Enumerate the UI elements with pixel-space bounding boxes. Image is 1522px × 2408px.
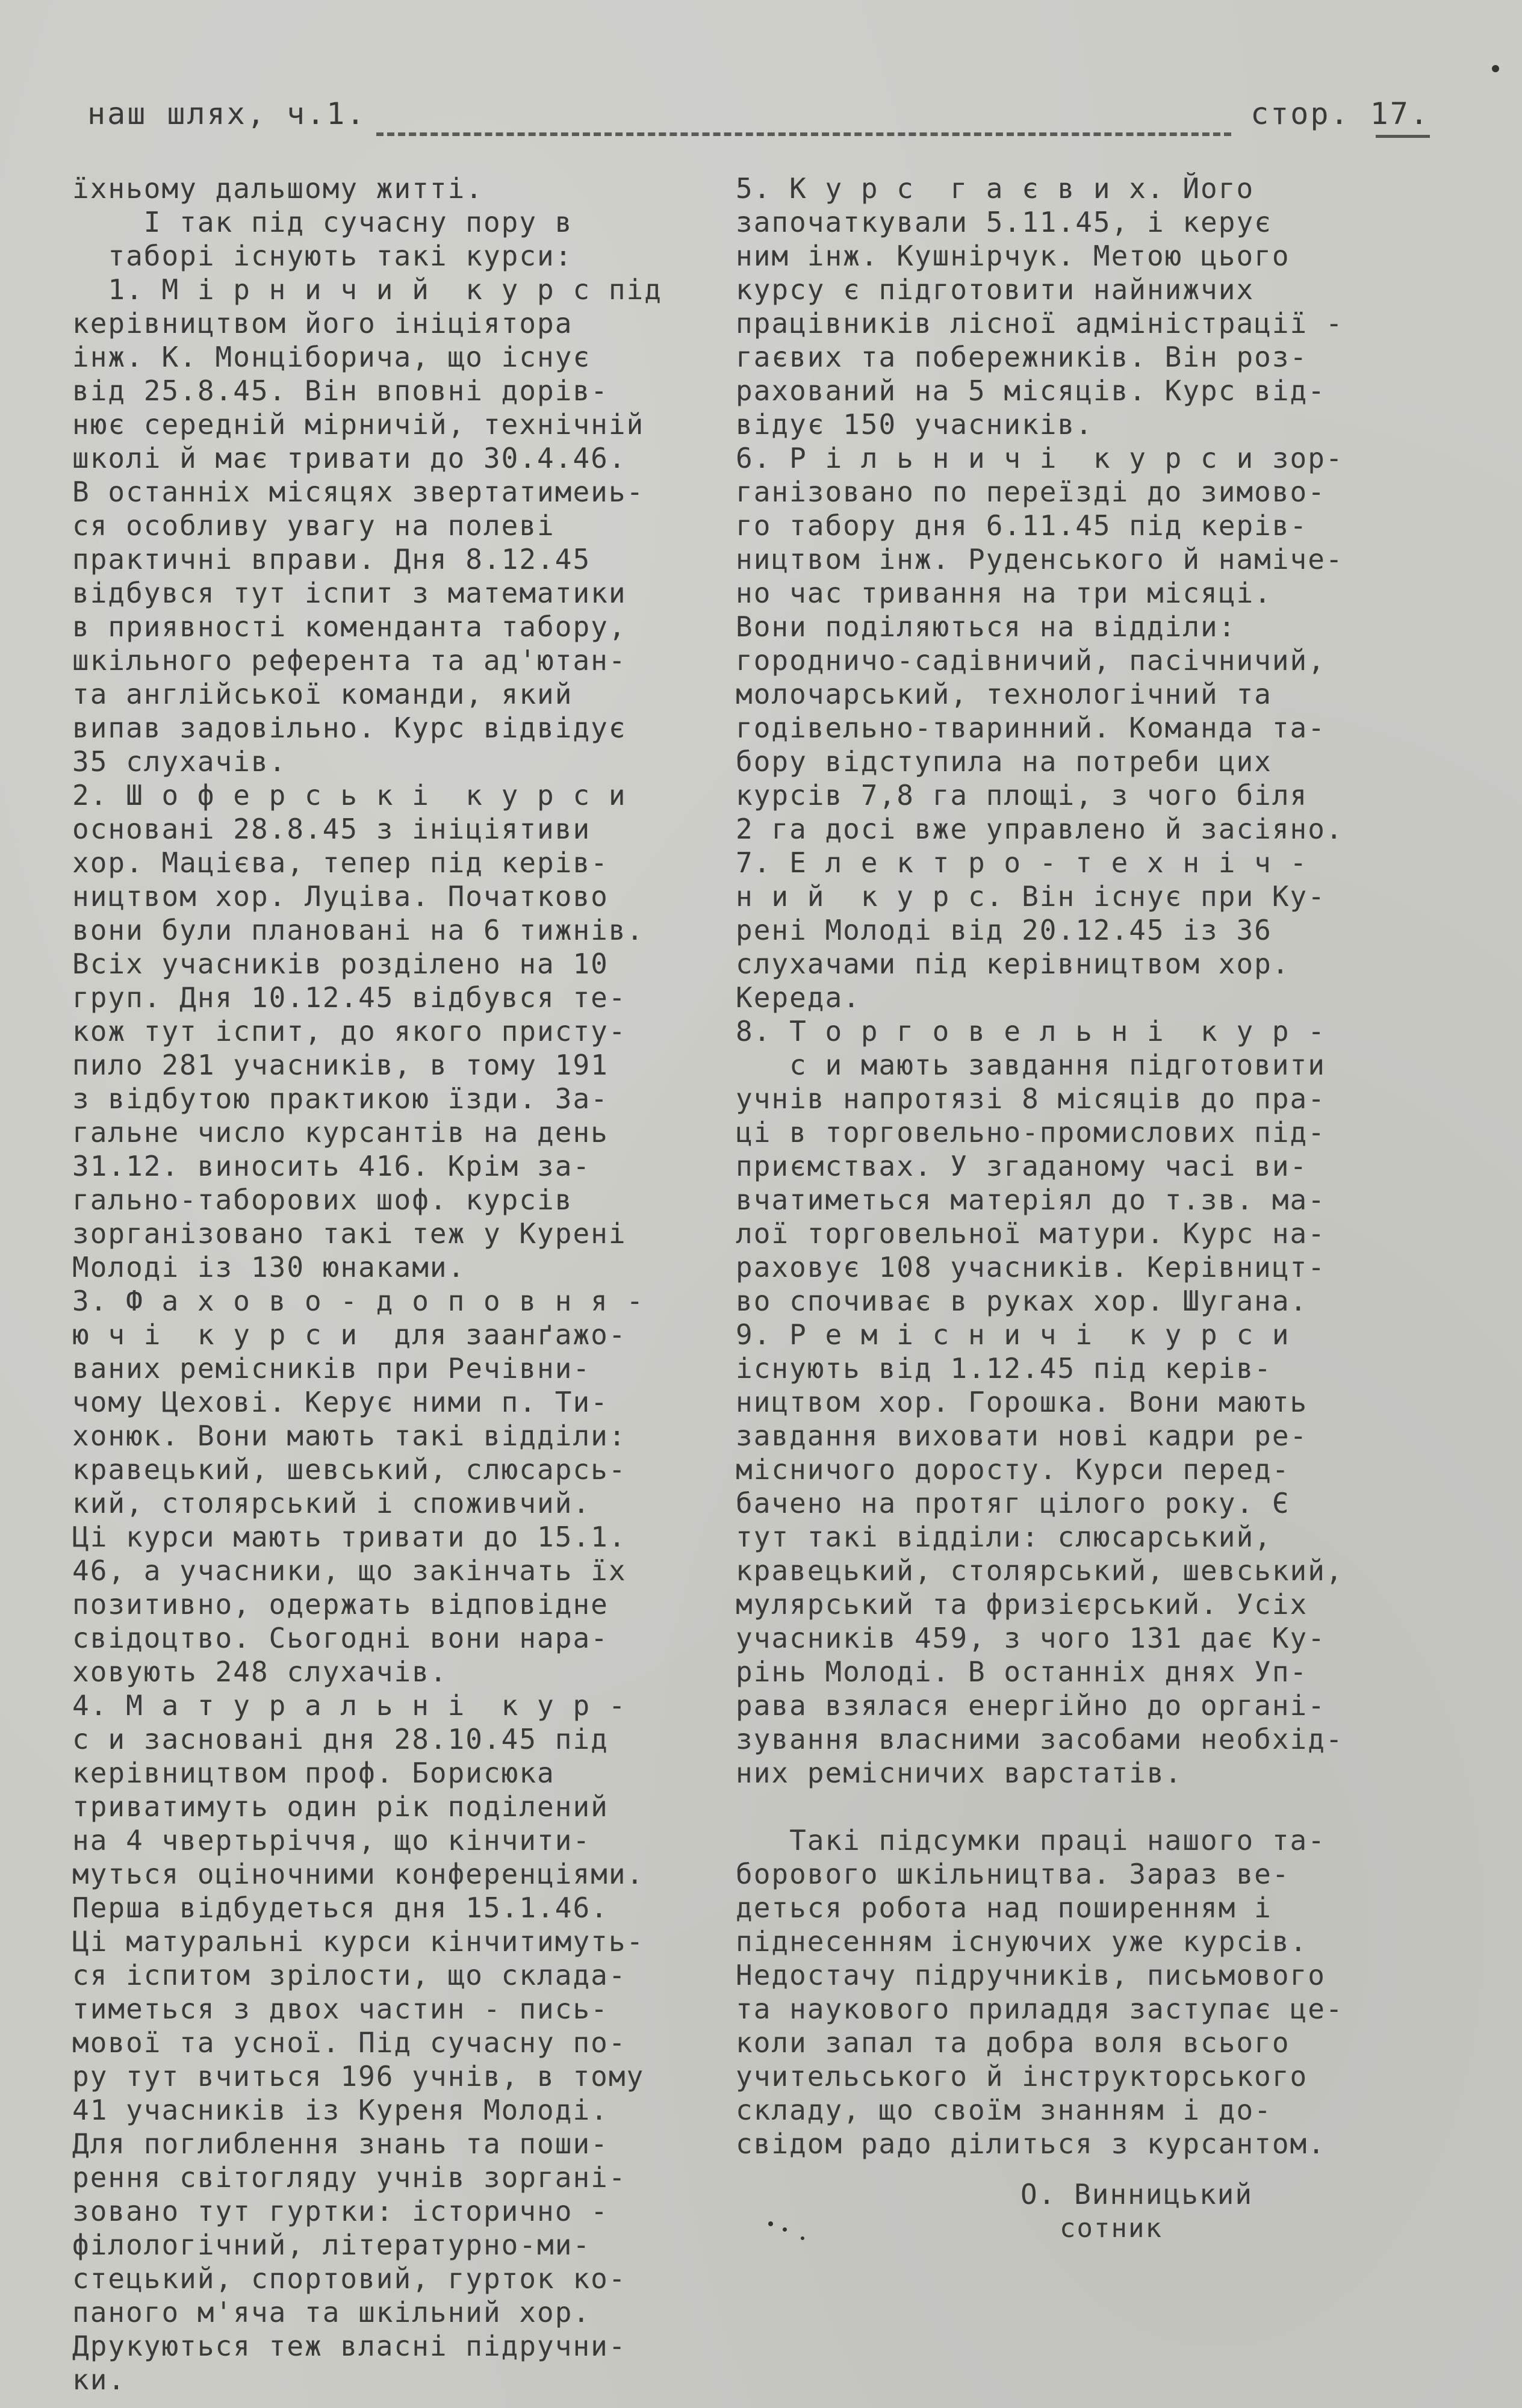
- text-line: ру тут вчиться 196 учнів, в тому: [72, 2060, 645, 2093]
- text-line: Перша відбудеться дня 15.1.46.: [72, 1891, 609, 1924]
- text-line: 41 учасників із Куреня Молоді.: [72, 2094, 609, 2126]
- text-line: 35 слухачів.: [72, 745, 287, 778]
- text-line: керівництвом його ініціятора: [72, 307, 573, 340]
- text-line: 5. К у р с г а є в и х. Його: [736, 172, 1255, 205]
- text-line: відує 150 учасників.: [736, 408, 1093, 441]
- text-line: нює середній мірничій, технічній: [72, 408, 645, 441]
- text-line: філологічний, літературно-ми-: [72, 2229, 591, 2261]
- text-line: рава взялася енергійно до органі-: [736, 1689, 1326, 1722]
- text-line: с и мають завдання підготовити: [736, 1049, 1326, 1081]
- text-line: коли запал та добра воля всього: [736, 2026, 1290, 2059]
- text-line: рення світогляду учнів зоргані-: [72, 2161, 627, 2194]
- text-line: інж. К. Монціборича, що існує: [72, 341, 591, 373]
- text-line: ництвом інж. Руденського й наміче-: [736, 543, 1344, 576]
- text-line: свідоцтво. Сьогодні вони нара-: [72, 1622, 609, 1654]
- text-line: основані 28.8.45 з ініціятиви: [72, 813, 591, 845]
- text-line: шкільного референта та ад'ютан-: [72, 644, 627, 677]
- text-line: на 4 чвертьріччя, що кінчити-: [72, 1824, 591, 1857]
- text-line: 7. Е л е к т р о - т е х н і ч -: [736, 846, 1308, 879]
- text-line: працівників лісної адміністрації -: [736, 307, 1344, 340]
- text-line: гально-таборових шоф. курсів: [72, 1184, 573, 1216]
- text-line: Вони поділяються на відділи:: [736, 610, 1237, 643]
- text-line: триватимуть один рік поділений: [72, 1790, 609, 1823]
- text-line: Недостачу підручників, письмового: [736, 1959, 1326, 1991]
- text-line: свідом радо ділиться з курсантом.: [736, 2127, 1326, 2160]
- text-line: тут такі відділи: слюсарський,: [736, 1521, 1272, 1553]
- text-line: 2 га досі вже управлено й засіяно.: [736, 813, 1344, 845]
- right-column: [736, 172, 1446, 2161]
- text-line: молочарський, технологічний та: [736, 678, 1272, 710]
- text-line: ки.: [72, 2363, 126, 2396]
- text-line: складу, що своїм знанням і до-: [736, 2094, 1272, 2126]
- text-line: го табору дня 6.11.45 під керів-: [736, 509, 1308, 542]
- text-line: хонюк. Вони мають такі відділи:: [72, 1420, 627, 1452]
- text-line: позитивно, одержать відповідне: [72, 1588, 609, 1621]
- text-line: гальне число курсантів на день: [72, 1116, 609, 1149]
- text-line: ю ч і к у р с и для заанґажо-: [72, 1318, 627, 1351]
- text-line: Всіх учасників розділено на 10: [72, 948, 609, 980]
- text-line: вони були плановані на 6 тижнів.: [72, 914, 645, 946]
- text-line: н и й к у р с. Він існує при Ку-: [736, 880, 1326, 913]
- text-line: 6. Р і л ь н и ч і к у р с и зор-: [736, 442, 1344, 474]
- text-line: Кереда.: [736, 981, 861, 1014]
- header-rule-tail: [1376, 135, 1430, 138]
- text-line: слухачами під керівництвом хор.: [736, 948, 1290, 980]
- text-line: кравецький, шевський, слюсарсь-: [72, 1453, 627, 1486]
- text-line: тиметься з двох частин - пись-: [72, 1993, 609, 2025]
- text-line: від 25.8.45. Він вповні дорів-: [72, 374, 609, 407]
- text-line: започаткували 5.11.45, і керує: [736, 206, 1272, 238]
- text-line: рені Молоді від 20.12.45 із 36: [736, 914, 1272, 946]
- text-line: в приявності коменданта табору,: [72, 610, 627, 643]
- text-line: існують від 1.12.45 під керів-: [736, 1352, 1272, 1385]
- text-line: городничо-садівничий, пасічничий,: [736, 644, 1326, 677]
- text-line: їхньому дальшому житті.: [72, 172, 483, 205]
- text-line: мулярський та фризієрський. Усіх: [736, 1588, 1308, 1621]
- text-line: ховують 248 слухачів.: [72, 1656, 448, 1688]
- signature-name: О. Винницький: [1020, 2178, 1253, 2211]
- text-line: ним інж. Кушнірчук. Метою цього: [736, 240, 1290, 272]
- page-number: стор. 17.: [1250, 96, 1430, 131]
- text-line: Для поглиблення знань та поши-: [72, 2127, 609, 2160]
- text-line: рахований на 5 місяців. Курс від-: [736, 374, 1326, 407]
- text-line: ся іспитом зрілости, що склада-: [72, 1959, 627, 1991]
- text-line: бору відступила на потреби цих: [736, 745, 1272, 778]
- text-line: муться оціночними конференціями.: [72, 1858, 645, 1890]
- text-line: ганізовано по переїзді до зимово-: [736, 476, 1326, 508]
- text-line: з відбутою практикою їзди. За-: [72, 1082, 609, 1115]
- ink-speck: [768, 2221, 773, 2226]
- text-line: 3. Ф а х о в о - д о п о в н я -: [72, 1285, 645, 1317]
- text-line: пило 281 учасників, в тому 191: [72, 1049, 609, 1081]
- text-line: годівельно-тваринний. Команда та-: [736, 712, 1326, 744]
- text-line: учасників 459, з чого 131 дає Ку-: [736, 1622, 1326, 1654]
- text-line: зовано тут гуртки: історично -: [72, 2195, 609, 2227]
- text-line: груп. Дня 10.12.45 відбувся те-: [72, 981, 627, 1014]
- text-line: Друкуються теж власні підручни-: [72, 2330, 627, 2362]
- text-line: гаєвих та побережників. Він роз-: [736, 341, 1308, 373]
- text-line: ся особливу увагу на полеві: [72, 509, 555, 542]
- text-line: ці в торговельно-промислових під-: [736, 1116, 1326, 1149]
- text-line: таборі існують такі курси:: [72, 240, 573, 272]
- text-line: стецький, спортовий, гурток ко-: [72, 2262, 627, 2295]
- text-line: кравецький, столярський, шевський,: [736, 1554, 1344, 1587]
- text-line: зорганізовано такі теж у Курені: [72, 1217, 627, 1250]
- text-line: 46, а учасники, що закінчать їх: [72, 1554, 627, 1587]
- text-line: Ці матуральні курси кінчитимуть-: [72, 1925, 645, 1958]
- text-line: піднесенням існуючих уже курсів.: [736, 1925, 1308, 1958]
- text-line: Ці курси мають тривати до 15.1.: [72, 1521, 627, 1553]
- text-line: ваних ремісників при Речівни-: [72, 1352, 591, 1385]
- text-line: та наукового приладдя заступає це-: [736, 1993, 1344, 2025]
- text-line: 31.12. виносить 416. Крім за-: [72, 1150, 591, 1182]
- text-line: керівництвом проф. Борисюка: [72, 1757, 555, 1789]
- text-line: лої торговельної матури. Курс на-: [736, 1217, 1326, 1250]
- page-header: [87, 84, 1430, 138]
- text-line: та англійської команди, який: [72, 678, 573, 710]
- text-line: вчатиметься матеріял до т.зв. ма-: [736, 1184, 1326, 1216]
- text-line: відбувся тут іспит з математики: [72, 577, 627, 609]
- text-line: 9. Р е м і с н и ч і к у р с и: [736, 1318, 1290, 1351]
- text-line: [736, 1790, 1446, 1823]
- header-rule: [376, 132, 1231, 136]
- signature-rank: сотник: [1060, 2213, 1163, 2244]
- text-line: борового шкільництва. Зараз ве-: [736, 1858, 1290, 1890]
- text-line: мової та усної. Під сучасну по-: [72, 2026, 627, 2059]
- text-line: І так під сучасну пору в: [72, 206, 573, 238]
- text-line: випав задовільно. Курс відвідує: [72, 712, 627, 744]
- text-line: 4. М а т у р а л ь н і к у р -: [72, 1689, 627, 1722]
- text-line: учительського й інструкторського: [736, 2060, 1308, 2093]
- text-line: місничого доросту. Курси перед-: [736, 1453, 1290, 1486]
- header-title: наш шлях, ч.1.: [87, 96, 367, 131]
- text-line: с и засновані дня 28.10.45 під: [72, 1723, 609, 1755]
- text-line: В останніх місяцях звертатимеиь-: [72, 476, 645, 508]
- text-line: кож тут іспит, до якого присту-: [72, 1015, 627, 1047]
- text-line: курсу є підготовити найнижчих: [736, 273, 1255, 306]
- text-line: чому Цехові. Керує ними п. Ти-: [72, 1386, 609, 1418]
- text-line: кий, столярський і споживчий.: [72, 1487, 591, 1519]
- text-line: раховує 108 учасників. Керівницт-: [736, 1251, 1326, 1283]
- text-line: Такі підсумки праці нашого та-: [736, 1824, 1326, 1857]
- text-line: завдання виховати нові кадри ре-: [736, 1420, 1308, 1452]
- text-line: хор. Мацієва, тепер під керів-: [72, 846, 609, 879]
- text-line: деться робота над поширенням і: [736, 1891, 1272, 1924]
- text-line: зування власними засобами необхід-: [736, 1723, 1344, 1755]
- text-line: паного м'яча та шкільний хор.: [72, 2296, 591, 2329]
- text-line: во спочиває в руках хор. Шугана.: [736, 1285, 1308, 1317]
- text-line: учнів напротязі 8 місяців до пра-: [736, 1082, 1326, 1115]
- text-line: 1. М і р н и ч и й к у р с під: [72, 273, 662, 306]
- text-line: ництвом хор. Луціва. Початково: [72, 880, 609, 913]
- text-line: курсів 7,8 га площі, з чого біля: [736, 779, 1308, 811]
- text-line: школі й має тривати до 30.4.46.: [72, 442, 627, 474]
- left-column: [72, 172, 722, 2397]
- text-line: ництвом хор. Горошка. Вони мають: [736, 1386, 1308, 1418]
- text-line: 2. Ш о ф е р с ь к і к у р с и: [72, 779, 627, 811]
- text-line: них ремісничих варстатів.: [736, 1757, 1183, 1789]
- text-line: Молоді із 130 юнаками.: [72, 1251, 466, 1283]
- text-line: рінь Молоді. В останніх днях Уп-: [736, 1656, 1308, 1688]
- text-line: практичні вправи. Дня 8.12.45: [72, 543, 591, 576]
- text-line: приємствах. У згаданому часі ви-: [736, 1150, 1308, 1182]
- text-line: но час тривання на три місяці.: [736, 577, 1272, 609]
- ink-speck: [1492, 65, 1499, 72]
- text-line: бачено на протяг цілого року. Є: [736, 1487, 1290, 1519]
- ink-speck: [783, 2227, 787, 2232]
- text-line: 8. Т о р г о в е л ь н і к у р -: [736, 1015, 1326, 1047]
- ink-speck: [801, 2236, 804, 2240]
